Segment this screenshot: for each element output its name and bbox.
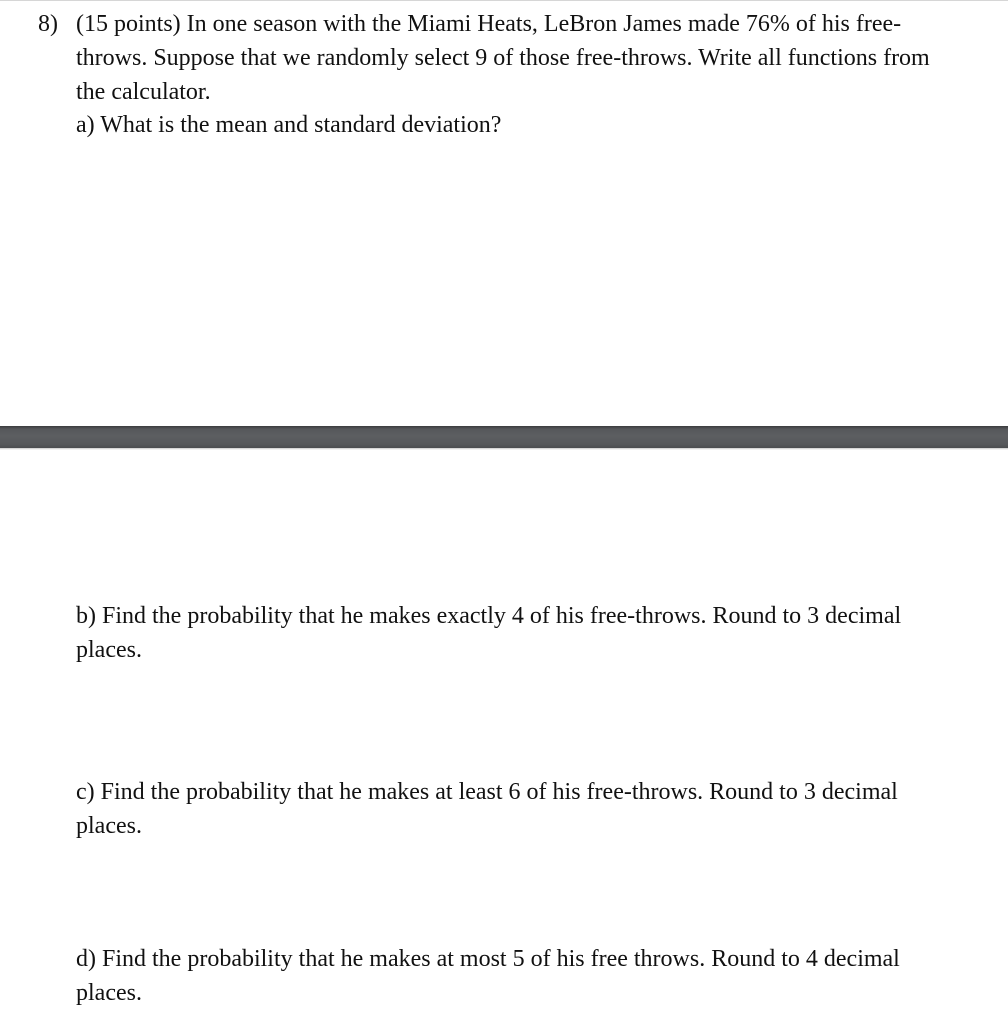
question-intro-line: (15 points) In one season with the Miami Heats, LeBron James made 76% of his free-: [76, 11, 902, 37]
part-a-line: a) What is the mean and standard deviation?: [76, 112, 502, 138]
part-a: [76, 108, 501, 142]
part-d-line: places.: [76, 980, 142, 1006]
question-intro-line: throws. Suppose that we randomly select 9 of those free-throws. Write all functions from: [76, 45, 930, 71]
page-divider-shadow: [0, 448, 1008, 450]
part-b: [76, 599, 901, 667]
part-d: [76, 942, 900, 1010]
part-d-line: d) Find the probability that he makes at most 5 of his free throws. Round to 4 decimal: [76, 946, 900, 972]
page-divider: [0, 426, 1008, 448]
part-b-line: places.: [76, 637, 142, 663]
part-b-line: b) Find the probability that he makes exactly 4 of his free-throws. Round to 3 decimal: [76, 603, 902, 629]
part-c-line: c) Find the probability that he makes at least 6 of his free-throws. Round to 3 decimal: [76, 779, 898, 805]
top-rule: [0, 0, 1008, 1]
question-number: 8): [38, 11, 58, 37]
part-c: [76, 775, 898, 843]
question-intro: [76, 7, 986, 109]
question-intro-line: the calculator.: [76, 79, 211, 105]
part-c-line: places.: [76, 813, 142, 839]
